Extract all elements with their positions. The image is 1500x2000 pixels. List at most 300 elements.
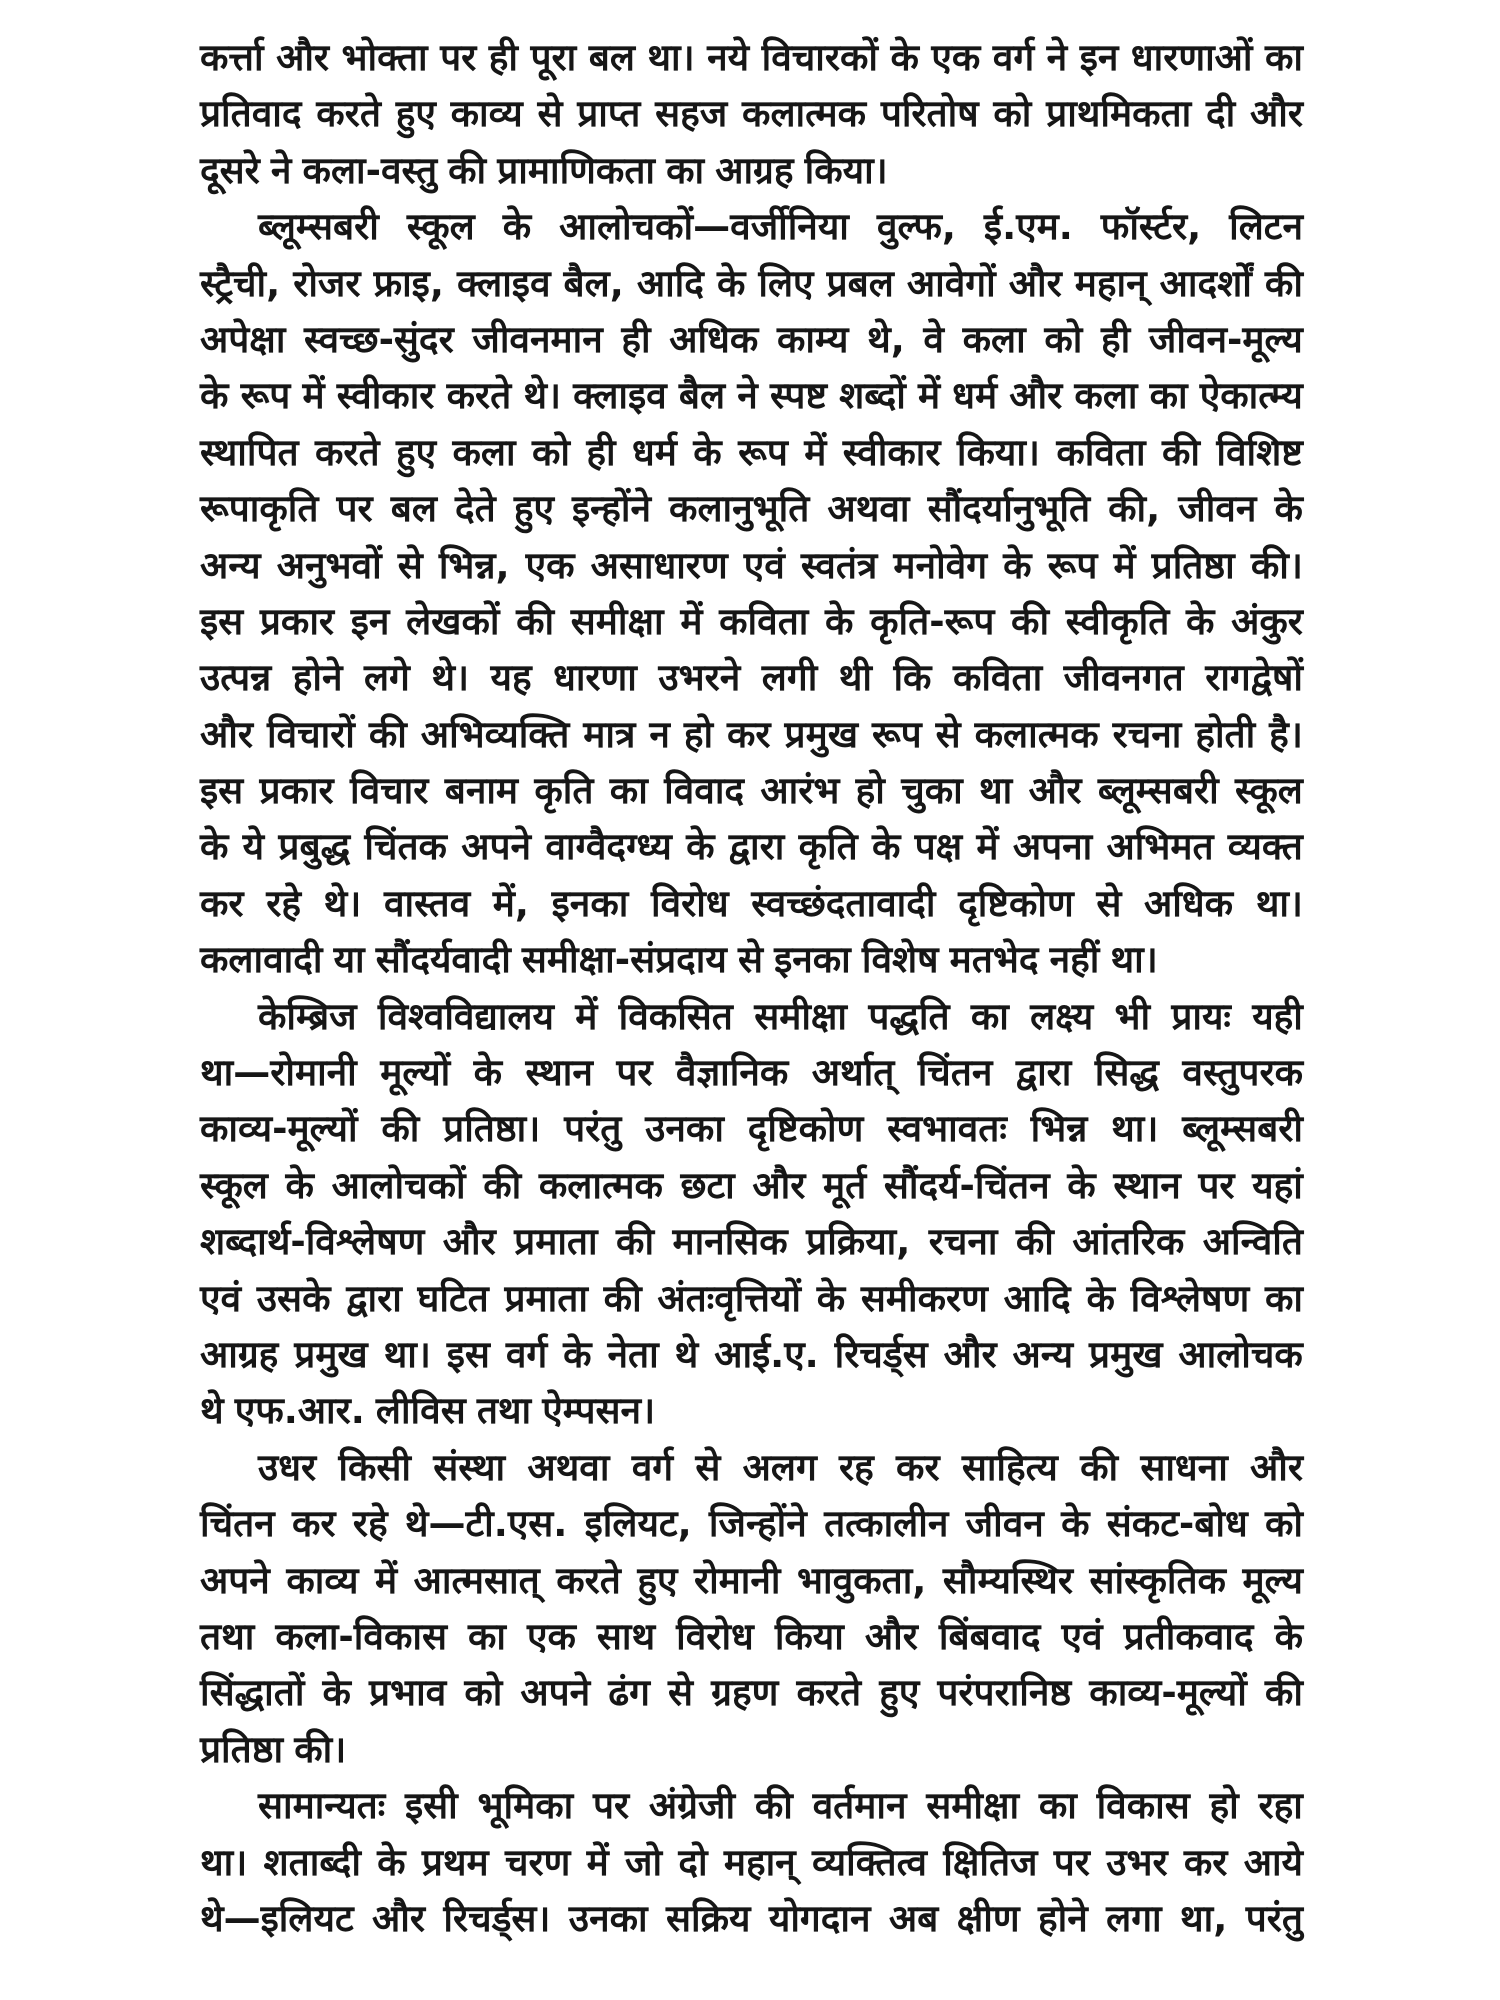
word: में <box>917 374 941 418</box>
word: विशिष्ट <box>1216 430 1303 474</box>
text-line <box>200 594 1303 650</box>
word: काव्य <box>450 92 523 136</box>
word: के <box>816 1276 846 1320</box>
word: का <box>1038 1784 1077 1828</box>
word: केम्ब्रिज <box>258 994 357 1038</box>
word: पर <box>336 487 373 531</box>
word: क्षितिज <box>943 1840 1038 1884</box>
word: अभिव्यक्ति <box>420 712 570 756</box>
word: में <box>575 994 598 1038</box>
word: लक्ष्य <box>1030 994 1094 1038</box>
word: एवं <box>743 543 785 587</box>
word: भिन्न <box>1030 1107 1088 1151</box>
word: समीक्षा <box>926 1784 1020 1828</box>
word: प्रतिष्ठा <box>1151 543 1235 587</box>
word: स्वभावतः <box>887 1107 1007 1151</box>
word: परंतु <box>1245 1896 1303 1940</box>
word: कविता <box>1056 430 1146 474</box>
word: कर <box>1183 1840 1228 1884</box>
word: पक्ष <box>914 825 963 869</box>
word: क्लाइव <box>573 374 667 418</box>
word: काव्य-मूल्यों <box>200 1107 358 1151</box>
word: वैज्ञानिक <box>675 1051 789 1095</box>
paragraph <box>200 30 1303 199</box>
word: में, <box>492 881 529 925</box>
word: रागद्वेषों <box>1205 656 1303 700</box>
word: भावुकता, <box>797 1558 927 1602</box>
word: बिंबवाद <box>938 1614 1041 1658</box>
word: इस <box>446 1332 490 1376</box>
word: अथवा <box>827 487 910 531</box>
paragraph <box>200 1440 1303 1778</box>
word: आदि <box>1003 1276 1071 1320</box>
word: हो <box>1209 1784 1239 1828</box>
word: तथा <box>476 1389 532 1433</box>
word: ब्लूम्सबरी <box>1097 769 1219 813</box>
word: वास्तव <box>383 881 471 925</box>
word: हुए <box>396 430 437 474</box>
paragraph <box>200 989 1303 1440</box>
word: प्रबल <box>826 261 894 305</box>
word: थे। <box>323 881 362 925</box>
word: स्कूल <box>1234 769 1303 813</box>
word: की <box>448 148 487 192</box>
word: अपने <box>461 825 532 869</box>
word: के <box>1186 599 1215 643</box>
word: कृति-रूप <box>870 599 995 643</box>
word: काव्य <box>286 1558 359 1602</box>
word: थे। <box>523 374 562 418</box>
word: करते <box>796 1671 862 1715</box>
word: स्वतंत्र <box>800 543 878 587</box>
word: विशेष <box>861 938 939 982</box>
word: का <box>970 994 1009 1038</box>
word: के <box>1274 1614 1303 1658</box>
word: आलोचक <box>1178 1332 1303 1376</box>
word: किया। <box>804 148 888 192</box>
word: आये <box>1243 1840 1303 1884</box>
word: ढंग <box>608 1671 650 1715</box>
word: कर <box>200 881 244 925</box>
word: रहे <box>352 1502 388 1546</box>
word: एफ.आर. <box>234 1389 365 1433</box>
word: पर <box>616 1051 653 1095</box>
word: कर <box>291 1502 336 1546</box>
word: अंतःवृत्तियों <box>657 1276 801 1320</box>
word: स्वच्छ-सुंदर <box>304 317 454 361</box>
word: रह <box>839 1445 874 1489</box>
text-line <box>200 1722 1303 1778</box>
word: वर्ग <box>505 1332 548 1376</box>
word: कि <box>893 656 932 700</box>
word: करते <box>314 430 380 474</box>
word: परंपरानिष्ठ <box>937 1671 1072 1715</box>
word: किसी <box>338 1445 412 1489</box>
word: ऐकात्म्य <box>1199 374 1303 418</box>
word: प्रथम <box>421 1840 489 1884</box>
word: की <box>1161 430 1200 474</box>
word: दी <box>1206 92 1236 136</box>
word: स्ट्रैची, <box>200 261 281 305</box>
word: प्राप्त <box>577 92 641 136</box>
word: पर <box>440 36 477 79</box>
word: भूमिका <box>477 1784 574 1828</box>
word: प्रबुद्ध <box>278 825 351 869</box>
word: मतभेद <box>949 938 1039 982</box>
word: जीवन <box>1178 487 1257 531</box>
word: मानसिक <box>672 1220 788 1264</box>
word: एक <box>525 543 575 587</box>
word: की, <box>1108 487 1161 531</box>
word: महान् <box>1074 261 1147 305</box>
word: जीवन-मूल्य <box>1148 317 1303 361</box>
word: आत्मसात् <box>413 1558 540 1602</box>
word: लेखकों <box>406 599 500 643</box>
word: रूप <box>240 374 291 418</box>
text-line <box>200 1496 1303 1552</box>
word: अंकुर <box>1231 599 1303 643</box>
word: इलियट, <box>584 1502 692 1546</box>
word: लगे <box>363 656 410 700</box>
word: स्थान <box>1113 1163 1181 1207</box>
word: कर <box>896 1445 940 1489</box>
word: और <box>442 1220 496 1264</box>
word: स्वीकार <box>336 374 435 418</box>
word: के <box>825 599 854 643</box>
word: ई.एम. <box>983 205 1073 249</box>
word: किया। <box>956 430 1040 474</box>
word: ब्लूम्सबरी <box>1182 1107 1303 1151</box>
word: प्रतीकवाद <box>1123 1614 1254 1658</box>
word: के <box>502 205 532 249</box>
word: ही <box>1101 317 1131 361</box>
word: कविता <box>952 656 1043 700</box>
word: सांस्कृतिक <box>1089 1558 1226 1602</box>
word: स्थापित <box>200 430 299 474</box>
word: ऐम्पसन। <box>542 1389 656 1433</box>
word: समीकरण <box>860 1276 988 1320</box>
word: और <box>943 1332 997 1376</box>
word: कला-विकास <box>275 1614 447 1658</box>
word: कृति <box>534 769 594 813</box>
word: अभिमत <box>1106 825 1214 869</box>
word: कलात्मक <box>538 1163 663 1207</box>
word: था। <box>1255 881 1303 925</box>
text-line <box>200 1665 1303 1721</box>
word: मूल्य <box>1242 1558 1303 1602</box>
word: से <box>668 1671 694 1715</box>
word: चरण <box>504 1840 571 1884</box>
word: की <box>1080 1445 1119 1489</box>
word: और <box>276 36 330 79</box>
word: मूर्त <box>822 1163 867 1207</box>
word: प्राथमिकता <box>1046 92 1192 136</box>
word: स्कूल <box>406 205 475 249</box>
word: दो <box>678 1840 708 1884</box>
word: का <box>1149 374 1188 418</box>
text-line <box>200 1327 1303 1383</box>
word: ने <box>737 374 758 418</box>
text-line <box>200 1271 1303 1327</box>
word: धर्म <box>632 430 677 474</box>
word: रूप <box>738 430 788 474</box>
word: एक <box>526 1614 576 1658</box>
word: उनका <box>568 1896 648 1940</box>
word: विचारों <box>266 712 355 756</box>
word: व्यक्तित्व <box>812 1840 927 1884</box>
word: साहित्य <box>961 1445 1058 1489</box>
word: अन्य <box>1012 1332 1074 1376</box>
word: की। <box>1250 543 1303 587</box>
text-line <box>200 425 1303 481</box>
word: हुए <box>513 487 554 531</box>
word: स्थान <box>525 1051 593 1095</box>
word: प्रकार <box>259 769 334 813</box>
word: सक्रिय <box>666 1896 751 1940</box>
word: इनका <box>551 881 629 925</box>
word: अन्विति <box>1202 1220 1303 1264</box>
word: होने <box>292 656 343 700</box>
word: था, <box>1180 1896 1228 1940</box>
word: विकसित <box>618 994 733 1038</box>
word: कविता <box>719 599 809 643</box>
word: विवाद <box>664 769 745 813</box>
word: किया <box>774 1614 844 1658</box>
word: से <box>695 1445 721 1489</box>
word: नहीं <box>1049 938 1100 982</box>
word: जीवनमान <box>472 317 603 361</box>
word: के <box>322 1671 351 1715</box>
text-line <box>200 368 1303 424</box>
word: के <box>1067 1163 1096 1207</box>
word: को <box>993 92 1032 136</box>
word: उभर <box>1106 1840 1168 1884</box>
word: उभरने <box>658 656 741 700</box>
word: प्रकार <box>259 599 335 643</box>
word: के <box>200 374 229 418</box>
word: को <box>1264 1502 1303 1546</box>
word: सौंदर्यवादी <box>375 938 511 982</box>
word: परंतु <box>564 1107 622 1151</box>
word: संकट-बोध <box>1106 1502 1248 1546</box>
word: पर <box>1198 1163 1235 1207</box>
word: प्रतिष्ठा। <box>443 1107 541 1151</box>
word: है। <box>1269 712 1303 756</box>
word: फ्राइ, <box>373 261 444 305</box>
word: के <box>890 36 919 79</box>
word: जीवन <box>965 1502 1044 1546</box>
word: कर्त्ता <box>200 36 264 79</box>
paragraph <box>200 1778 1303 1947</box>
text-line <box>200 763 1303 819</box>
word: के <box>1061 1502 1090 1546</box>
word: प्रमुख <box>294 1332 368 1376</box>
word: प्रतिष्ठा <box>200 1727 284 1771</box>
word: और <box>864 1614 918 1658</box>
word: और <box>1009 374 1063 418</box>
text-line <box>200 481 1303 537</box>
word: काम्य <box>776 317 849 361</box>
word: स्वीकार <box>842 430 941 474</box>
word: द्वारा <box>346 1276 402 1320</box>
word: रिचर्ड्स। <box>443 1896 551 1940</box>
word: आग्रह <box>200 1332 279 1376</box>
word: में <box>586 1840 609 1884</box>
word: था <box>979 769 1013 813</box>
word: एक <box>931 36 981 79</box>
word: थे <box>674 1332 699 1376</box>
word: तत्कालीन <box>824 1502 949 1546</box>
text-line <box>200 1778 1303 1834</box>
word: अथवा <box>527 1445 610 1489</box>
word: आंतरिक <box>1072 1220 1185 1264</box>
word: तथा <box>200 1614 255 1658</box>
text-line <box>200 1891 1303 1947</box>
word: भिन्न, <box>438 543 510 587</box>
word: इस <box>200 599 244 643</box>
word: इनका <box>774 938 851 982</box>
word: वुल्फ, <box>876 205 956 249</box>
word: पर <box>1053 1840 1090 1884</box>
word: शताब्दी <box>263 1840 361 1884</box>
word: अधिक <box>669 317 759 361</box>
word: था। <box>383 1332 431 1376</box>
word: देते <box>455 487 496 531</box>
word: हुए <box>879 1671 920 1715</box>
word: महान् <box>723 1840 796 1884</box>
word: को <box>531 430 570 474</box>
word: के <box>563 1332 592 1376</box>
word: उनका <box>645 1107 724 1151</box>
word: बनाम <box>444 769 519 813</box>
word: योगदान <box>768 1896 871 1940</box>
word: रहे <box>266 881 301 925</box>
word: न <box>649 712 670 756</box>
word: हुए <box>395 92 436 136</box>
word: की <box>1264 1671 1303 1715</box>
word: इस <box>200 769 244 813</box>
word: सिद्ध <box>1094 1051 1159 1095</box>
word: रूप <box>1047 543 1098 587</box>
word: भोक्ता <box>341 36 428 79</box>
word: लगी <box>761 656 818 700</box>
word: घटित <box>417 1276 489 1320</box>
word: स्वीकृति <box>1065 599 1170 643</box>
word: हुए <box>637 1558 678 1602</box>
word: भी <box>1114 994 1151 1038</box>
word: सिंद्धातों <box>200 1671 305 1715</box>
text-line <box>200 199 1303 255</box>
word: करते <box>316 92 381 136</box>
word: की <box>603 1276 642 1320</box>
word: की <box>381 1107 420 1151</box>
word: कला <box>962 317 1026 361</box>
word: था। <box>200 1840 248 1884</box>
word: धारणा <box>553 656 637 700</box>
word: स्पष्ट <box>769 374 827 418</box>
text-line <box>200 86 1303 142</box>
word: थी <box>838 656 872 700</box>
word: उसके <box>256 1276 331 1320</box>
text-line <box>200 538 1303 594</box>
word: स्वच्छंदतावादी <box>751 881 936 925</box>
word: के <box>473 1051 503 1095</box>
word: लगा <box>1106 1896 1162 1940</box>
text-line <box>200 1214 1303 1270</box>
text-line <box>200 932 1303 988</box>
word: हो <box>683 712 714 756</box>
word: को <box>464 1671 503 1715</box>
word: क्लाइव <box>456 261 551 305</box>
word: चिंतन <box>917 1051 993 1095</box>
word: होने <box>1037 1896 1088 1940</box>
text-line <box>200 1440 1303 1496</box>
word: कलात्मक <box>742 92 867 136</box>
word: थे, <box>867 317 905 361</box>
word: थे <box>200 1389 224 1433</box>
word: परितोष <box>880 92 979 136</box>
word: आदि <box>636 261 704 305</box>
word: लिटन <box>1229 205 1303 249</box>
word: अन्य <box>200 543 261 587</box>
word: से <box>935 712 961 756</box>
word: आई.ए. <box>714 1332 819 1376</box>
word: थे। <box>431 656 470 700</box>
word: प्रभाव <box>369 1671 447 1715</box>
word: चिंतन <box>200 1502 275 1546</box>
word: विरोध <box>650 881 729 925</box>
word: के <box>1003 543 1032 587</box>
word: धर्म <box>952 374 998 418</box>
word: की <box>483 1163 522 1207</box>
word: के <box>200 825 229 869</box>
word: रचना <box>928 1220 998 1264</box>
word: संस्था <box>433 1445 506 1489</box>
text-line <box>200 707 1303 763</box>
word: की <box>1011 599 1050 643</box>
word: ही <box>621 317 651 361</box>
word: की <box>368 712 407 756</box>
word: के <box>285 1163 314 1207</box>
word: विश्वविद्यालय <box>377 994 554 1038</box>
word: सौम्यस्थिर <box>942 1558 1073 1602</box>
text-line <box>200 819 1303 875</box>
word: दूसरे <box>200 148 260 192</box>
word: रोजर <box>293 261 361 305</box>
word: विरोध <box>676 1614 754 1658</box>
word: की <box>516 599 555 643</box>
word: प्रमाता <box>514 1220 598 1264</box>
text-block <box>200 30 1303 1947</box>
word: ब्लूम्सबरी <box>258 205 379 249</box>
word: कला-वस्तु <box>302 148 438 192</box>
word: रहा <box>1258 1784 1303 1828</box>
word: था। <box>647 36 695 79</box>
word: प्रामाणिकता <box>497 148 655 192</box>
text-line <box>200 1101 1303 1157</box>
text-line <box>200 1158 1303 1214</box>
word: समीक्षा <box>754 994 848 1038</box>
word: इसी <box>405 1784 458 1828</box>
word: द्वारा <box>1015 1051 1072 1095</box>
word: आलोचकों—वर्जीनिया <box>559 205 849 249</box>
word: प्रायः <box>1171 994 1231 1038</box>
text-line <box>200 143 1303 199</box>
word: अपेक्षा <box>200 317 286 361</box>
word: नये <box>707 36 750 79</box>
word: आवेगों <box>906 261 996 305</box>
word: से <box>737 938 763 982</box>
